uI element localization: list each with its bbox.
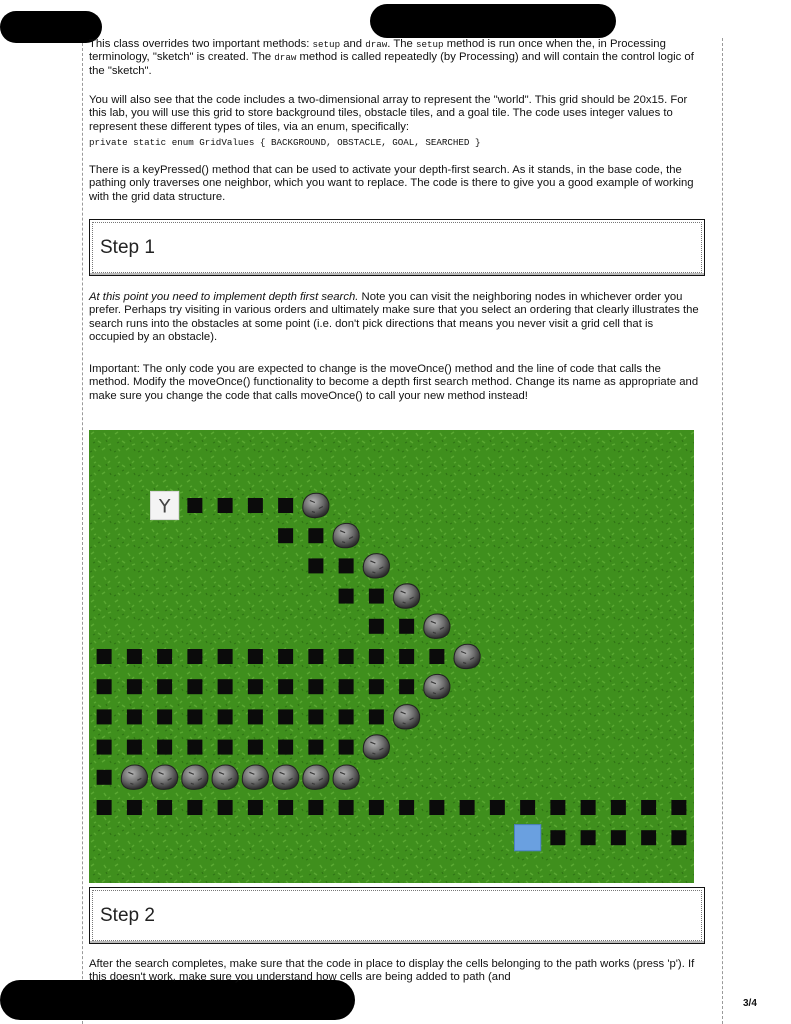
obstacle-rock xyxy=(394,705,420,729)
obstacle-rock xyxy=(303,493,329,517)
searched-cell xyxy=(278,740,293,755)
dfs-grid-screenshot xyxy=(89,430,694,883)
searched-cell xyxy=(278,649,293,664)
step-1-paragraph-1: At this point you need to implement depth first search. Note you can visit the neighboring nodes in whichever order you prefer. Perhaps try visiting in various orders and ultimately make sure that you select an ordering that clearly illustrates the search runs into the obstacles at some point (i.e. don't pick directions that means you never visit a grid cell that is occupied by an obstacle). xyxy=(89,291,699,344)
redaction-top-left xyxy=(0,11,102,43)
step-2-title: Step 2 xyxy=(100,905,155,926)
redaction-top-center xyxy=(370,4,616,38)
obstacle-rock xyxy=(424,674,450,698)
redaction-bottom-left xyxy=(0,980,355,1020)
searched-cell xyxy=(581,800,596,815)
searched-cell xyxy=(278,679,293,694)
obstacle-rock xyxy=(363,735,389,759)
obstacle-rock xyxy=(333,523,359,547)
searched-cell xyxy=(641,800,656,815)
searched-cell xyxy=(157,709,172,724)
step-1-title: Step 1 xyxy=(100,237,155,258)
obstacle-rock xyxy=(121,765,147,789)
obstacle-rock xyxy=(424,614,450,638)
searched-cell xyxy=(97,649,112,664)
searched-cell xyxy=(97,800,112,815)
searched-cell xyxy=(339,649,354,664)
searched-cell xyxy=(399,619,414,634)
obstacle-rock xyxy=(303,765,329,789)
grass-background xyxy=(89,430,694,883)
obstacle-rock xyxy=(394,584,420,608)
obstacle-rock xyxy=(363,554,389,578)
searched-cell xyxy=(369,649,384,664)
searched-cell xyxy=(248,679,263,694)
searched-cell xyxy=(157,679,172,694)
searched-cell xyxy=(369,709,384,724)
searched-cell xyxy=(248,709,263,724)
searched-cell xyxy=(581,830,596,845)
searched-cell xyxy=(218,679,233,694)
searched-cell xyxy=(187,649,202,664)
enum-code-line: private static enum GridValues { BACKGROUND, OBSTACLE, GOAL, SEARCHED } xyxy=(89,137,481,148)
step-1-heading-box xyxy=(89,219,705,276)
obstacle-rock xyxy=(454,644,480,668)
searched-cell xyxy=(339,709,354,724)
searched-cell xyxy=(339,589,354,604)
searched-cell xyxy=(97,709,112,724)
goal-cell xyxy=(515,825,541,851)
searched-cell xyxy=(278,528,293,543)
searched-cell xyxy=(218,740,233,755)
inline-code: draw xyxy=(274,52,297,64)
obstacle-rock xyxy=(152,765,178,789)
searched-cell xyxy=(520,800,535,815)
intro-paragraph-3: There is a keyPressed() method that can be used to activate your depth-first search. As it stands, in the base code, the pathing only traverses one neighbor, which you want to replace. The code is there to give you a good example of working with the grid data structure. xyxy=(89,164,694,203)
searched-cell xyxy=(369,679,384,694)
left-margin-line xyxy=(82,38,83,1024)
searched-cell xyxy=(97,679,112,694)
searched-cell xyxy=(248,740,263,755)
searched-cell xyxy=(369,619,384,634)
searched-cell xyxy=(218,709,233,724)
searched-cell xyxy=(127,740,142,755)
searched-cell xyxy=(127,800,142,815)
searched-cell xyxy=(127,709,142,724)
step-1-paragraph-2: Important: The only code you are expected to change is the moveOnce() method and the line of code that calls the method. Modify the moveOnce() functionality to become a depth first search method. Change its name as appropriate and make sure you change the code that calls moveOnce() to call your new method instead! xyxy=(89,363,699,402)
searched-cell xyxy=(278,498,293,513)
searched-cell xyxy=(308,740,323,755)
searched-cell xyxy=(187,709,202,724)
obstacle-rock xyxy=(212,765,238,789)
searched-cell xyxy=(399,800,414,815)
step-2-heading-box xyxy=(89,887,705,944)
searched-cell xyxy=(671,800,686,815)
searched-cell xyxy=(490,800,505,815)
searched-cell xyxy=(278,800,293,815)
searched-cell xyxy=(339,740,354,755)
searched-cell xyxy=(187,740,202,755)
searched-cell xyxy=(369,800,384,815)
right-margin-line xyxy=(722,38,723,1024)
searched-cell xyxy=(187,679,202,694)
searched-cell xyxy=(218,800,233,815)
searched-cell xyxy=(97,770,112,785)
searched-cell xyxy=(278,709,293,724)
searched-cell xyxy=(308,528,323,543)
searched-cell xyxy=(399,679,414,694)
searched-cell xyxy=(248,649,263,664)
searched-cell xyxy=(641,830,656,845)
searched-cell xyxy=(248,800,263,815)
searched-cell xyxy=(218,498,233,513)
searched-cell xyxy=(187,498,202,513)
searched-cell xyxy=(611,800,626,815)
searched-cell xyxy=(339,558,354,573)
page-number: 3/4 xyxy=(743,998,757,1009)
obstacle-rock xyxy=(182,765,208,789)
obstacle-rock xyxy=(242,765,268,789)
obstacle-rock xyxy=(333,765,359,789)
intro-paragraph-2: You will also see that the code includes a two-dimensional array to represent the "world". This grid should be 20x15. For this lab, you will use this grid to store background tiles, obstacle tiles, and a goal tile. The code uses integer values to represent these different types of tiles, via an enum, specifically: xyxy=(89,94,688,133)
searched-cell xyxy=(460,800,475,815)
searched-cell xyxy=(157,740,172,755)
searched-cell xyxy=(127,679,142,694)
searched-cell xyxy=(550,800,565,815)
searched-cell xyxy=(127,649,142,664)
searched-cell xyxy=(399,649,414,664)
step-1-emphasis: At this point you need to implement depth first search. xyxy=(89,291,359,303)
searched-cell xyxy=(157,649,172,664)
inline-code: setup xyxy=(312,39,341,50)
searched-cell xyxy=(308,709,323,724)
searched-cell xyxy=(218,649,233,664)
searched-cell xyxy=(308,679,323,694)
searched-cell xyxy=(671,830,686,845)
searched-cell xyxy=(308,649,323,664)
start-label: Y xyxy=(158,495,171,518)
searched-cell xyxy=(611,830,626,845)
step-2-paragraph-1: After the search completes, make sure that the code in place to display the cells belonging to the path works (press 'p'). If this doesn't work, make sure you understand how cells are being added to path (and xyxy=(89,958,695,984)
searched-cell xyxy=(369,589,384,604)
searched-cell xyxy=(248,498,263,513)
searched-cell xyxy=(97,740,112,755)
obstacle-rock xyxy=(273,765,299,789)
searched-cell xyxy=(308,800,323,815)
searched-cell xyxy=(308,558,323,573)
searched-cell xyxy=(429,800,444,815)
searched-cell xyxy=(429,649,444,664)
inline-code: setup xyxy=(415,39,444,50)
searched-cell xyxy=(339,679,354,694)
searched-cell xyxy=(187,800,202,815)
searched-cell xyxy=(157,800,172,815)
searched-cell xyxy=(339,800,354,815)
intro-paragraph-1: This class overrides two important methods: setup and draw. The setup method is run once when the, in Processing terminology, "sketch" is created. The draw method is called repeatedly (by Processing) and will contain the control logic of the "sketch". xyxy=(89,38,694,77)
searched-cell xyxy=(550,830,565,845)
inline-code: draw xyxy=(365,39,388,50)
